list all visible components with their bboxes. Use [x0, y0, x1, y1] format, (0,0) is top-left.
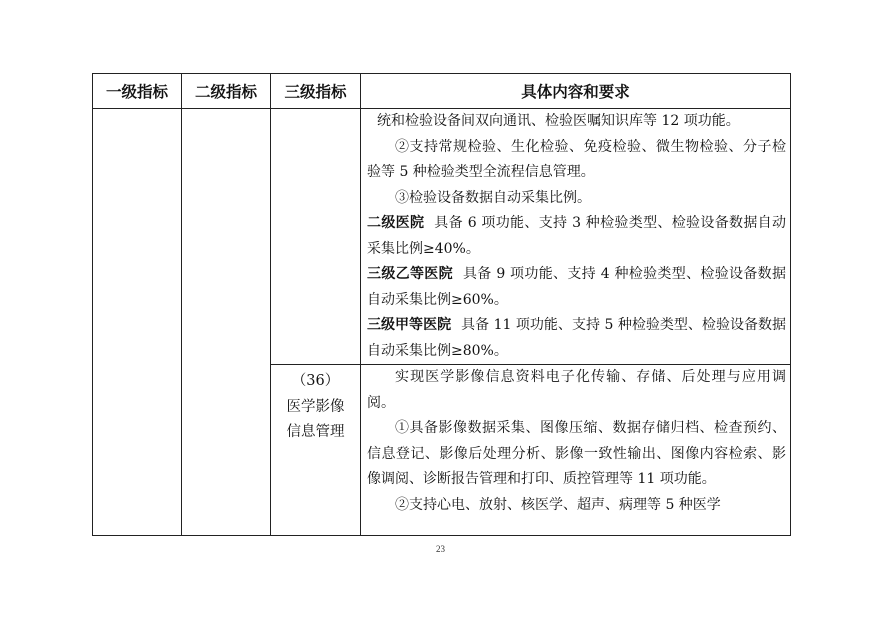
content-paragraph: [367, 262, 786, 313]
table-row: [93, 109, 791, 365]
hospital-level-label: 二级医院: [367, 215, 425, 231]
level1-cell: [93, 109, 182, 536]
paragraph-text: ②支持心电、放射、核医学、超声、病理等 5 种医学: [395, 496, 721, 513]
content-paragraph: [367, 313, 786, 364]
hospital-level-label: 三级乙等医院: [367, 266, 453, 282]
content-paragraph: [367, 416, 786, 493]
header-level1: 一级指标: [93, 74, 182, 109]
content-paragraph: [367, 109, 786, 135]
content-cell-imaging: [361, 365, 791, 536]
paragraph-text: 具备 11 项功能、支持 5 种检验类型、检验设备数据自动采集比例≥80%。: [367, 317, 787, 359]
indicator-table: [92, 73, 791, 536]
content-paragraph: [367, 186, 786, 212]
content-paragraph: [367, 211, 786, 262]
content-paragraph: [367, 493, 786, 519]
paragraph-text: 具备 6 项功能、支持 3 种检验类型、检验设备数据自动采集比例≥40%。: [367, 215, 786, 257]
header-content: 具体内容和要求: [361, 74, 791, 109]
paragraph-text: ③检验设备数据自动采集比例。: [395, 189, 591, 206]
content-paragraph: [367, 365, 786, 416]
paragraph-text: ②支持常规检验、生化检验、免疫检验、微生物检验、分子检验等 5 种检验类型全流程信息管理。: [367, 138, 786, 180]
level3-number: （36）: [291, 373, 340, 389]
level3-cell-empty: [271, 109, 361, 365]
paragraph-text: 实现医学影像信息资料电子化传输、存储、后处理与应用调阅。: [367, 369, 786, 411]
level3-cell-imaging: [271, 365, 361, 536]
level2-cell: [182, 109, 271, 536]
header-level2: 二级指标: [182, 74, 271, 109]
paragraph-text: ①具备影像数据采集、图像压缩、数据存储归档、检查预约、信息登记、影像后处理分析、影像一致性输出、图像内容检索、影像调阅、诊断报告管理和打印、质控管理等 11 项功能。: [367, 420, 786, 487]
paragraph-text: 统和检验设备间双向通讯、检验医嘱知识库等 12 项功能。: [377, 113, 740, 129]
content-paragraph: [367, 135, 786, 186]
page-number: 23: [436, 544, 445, 554]
table-header-row: [93, 74, 791, 109]
content-cell-lab: [361, 109, 791, 365]
paragraph-text: 具备 9 项功能、支持 4 种检验类型、检验设备数据自动采集比例≥60%。: [367, 266, 787, 308]
header-level3: 三级指标: [271, 74, 361, 109]
level3-name-line1: 医学影像: [286, 398, 345, 415]
hospital-level-label: 三级甲等医院: [367, 317, 452, 333]
level3-name-line2: 信息管理: [286, 424, 345, 440]
